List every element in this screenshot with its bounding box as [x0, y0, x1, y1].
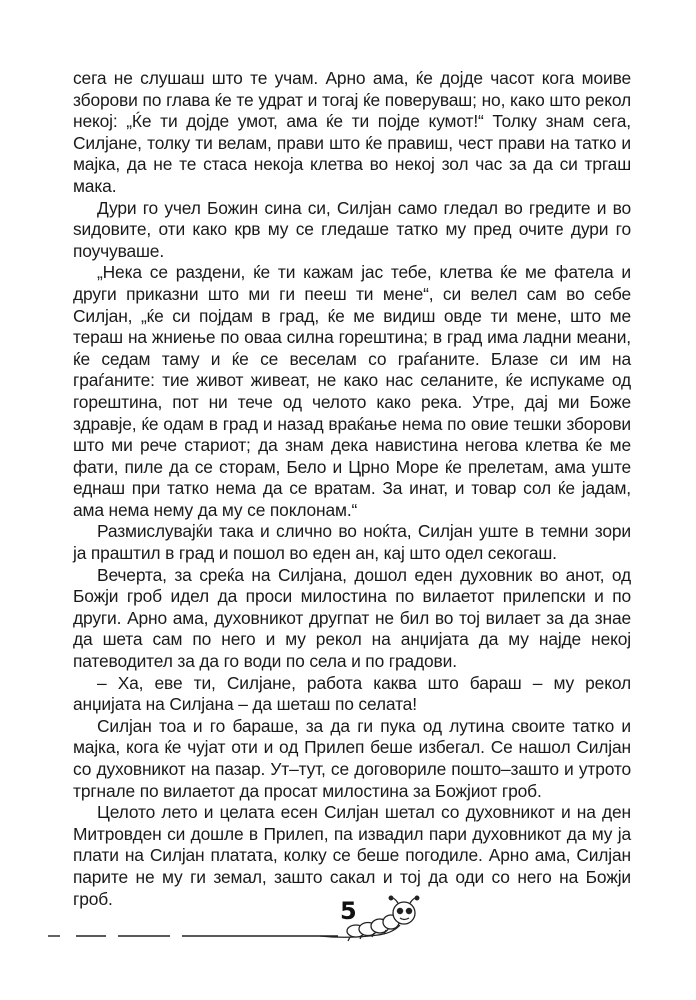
paragraph: – Ха, еве ти, Силјане, работа каква што бараш – му рекол анџијата на Силјана – да шеташ по селата! [73, 672, 631, 715]
paragraph: сега не слушаш што те учам. Арно ама, ќе дојде часот кога моиве зборови по глава ќе те удрат и тогај ќе поверуваш; но, како што рекол некој: „Ќе ти дојде умот, ама ќе ти појде кумот!“ Толку знам сега, Силјане, толку ти велам, прави што ќе правиш, чест прави на татко и мајка, да не те стаса некоја клетва во некој зол час за да си тргаш мака. [73, 68, 631, 196]
paragraph: Дури го учел Божин сина си, Силјан само гледал во гредите и во ѕидовите, оти како крв му се гледаше татко му пред очите дури го поучуваше. [73, 197, 631, 261]
page-body [73, 68, 631, 910]
page-footer [48, 895, 608, 955]
paragraph: „Нека се раздени, ќе ти кажам јас тебе, клетва ќе ме фатела и други приказни што ми ги пееш ти мене“, си велел сам во себе Силјан, „ќе си појдам в град, ќе ме видиш овде ти мене, што ме тераш на жниење по оваа силна горештина; в град има ладни меани, ќе седам таму и ќе се веселам со граѓаните. Блазе си им на граѓаните: тие живот живеат, не како нас селаните, ќе испукаме од горештина, пот ни тече од челото како река. Утре, дај ми Боже здравје, ќе одам в град и назад враќање нема по овие тешки зборови што ми рече стариот; да знам дека навистина негова клетва ќе ме фати, пиле да се сторам, Бело и Црно Море ќе прелетам, ама уште еднаш при татко нема да се вратам. За инат, и товар сол ќе јадам, ама нема нему да му се поклонам.“ [73, 262, 631, 520]
paragraph: Силјан тоа и го бараше, за да ги пука од лутина своите татко и мајка, кога ќе чујат оти и од Прилеп беше избегал. Се нашол Силјан со духовникот на пазар. Ут–тут, се договориле пошто–зашто и утрото тргнале по вилаетот да просат милостина за Божјиот гроб. [73, 715, 631, 801]
paragraph: Вечерта, за среќа на Силјана, дошол еден духовник во анот, од Божји гроб идел да проси милостина по вилаетот прилепски и по други. Арно ама, духовникот другпат не бил во тој вилает за да знае да шета сам по него и му рекол на анџијата да му најде некој патеводител за да го води по села и по градови. [73, 564, 631, 672]
caterpillar-icon [318, 895, 438, 950]
page-number: 5 [340, 897, 357, 925]
paragraph: Целото лето и целата есен Силјан шетал со духовникот и на ден Митровден си дошле в Прилеп, па извадил пари духовникот да му ја плати на Силјан платата, колку се беше погодиле. Арно ама, Силјан парите не му ги земал, зашто сакал и тој да оди со него на Божји гроб. [73, 802, 631, 909]
paragraph: Размислувајќи така и слично во ноќта, Силјан уште в темни зори ја праштил в град и пошол во еден ан, кај што одел секогаш. [73, 521, 631, 564]
